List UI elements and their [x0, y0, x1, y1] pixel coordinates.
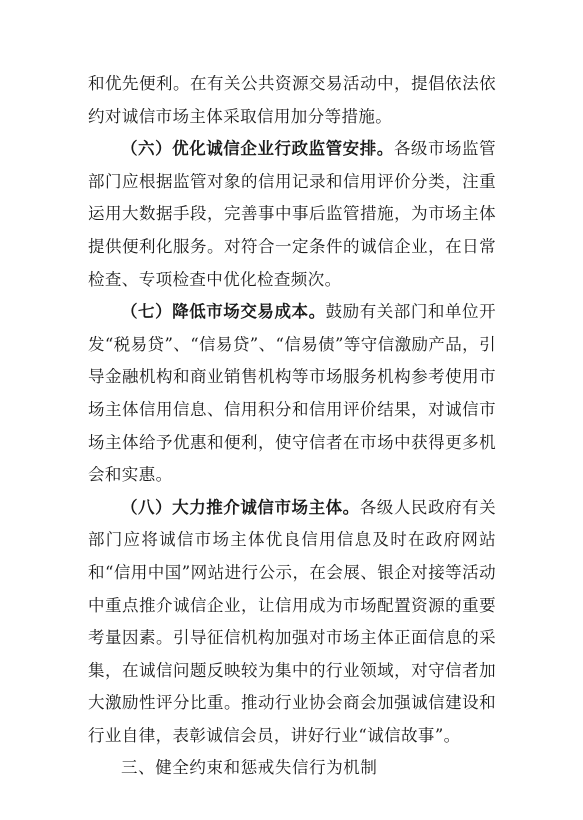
paragraph-body: 各级人民政府有关部门应将诚信市场主体优良信用信息及时在政府网站和“信用中国”网站进行公示，在会展、银企对接等活动中重点推介诚信企业，让信用成为市场配置资源的重要考量因素。引导征信机构加强对市场主体正面信息的采集，在诚信问题反映较为集中的行业领域，对守信者加大激励性评分比重。推动行业协会商会加强诚信建设和行业自律，表彰诚信会员，讲好行业“诚信故事”。 [88, 497, 496, 745]
paragraph-body: 鼓励有关部门和单位开发“税易贷”、“信易贷”、“信易债”等守信激励产品，引导金融机构和商业销售机构等市场服务机构参考使用市场主体信用信息、信用积分和信用评价结果，对诚信市场主体给予优惠和便利，使守信者在市场中获得更多机会和实惠。 [88, 302, 496, 485]
paragraph-continuation [88, 68, 496, 133]
section-heading: 三、健全约束和惩戒失信行为机制 [121, 758, 378, 778]
document-page [88, 68, 496, 785]
paragraph-body: 和优先便利。在有关公共资源交易活动中，提倡依法依约对诚信市场主体采取信用加分等措施。 [88, 74, 496, 126]
paragraph-item-7 [88, 296, 496, 492]
paragraph-item-6 [88, 133, 496, 296]
paragraph-lead: （六）优化诚信企业行政监管安排。 [121, 139, 394, 159]
paragraph-lead: （七）降低市场交易成本。 [121, 302, 326, 322]
paragraph-lead: （八）大力推介诚信市场主体。 [121, 497, 360, 517]
paragraph-item-8 [88, 492, 496, 753]
paragraph-body: 各级市场监管部门应根据监管对象的信用记录和信用评价分类，注重运用大数据手段，完善事中事后监管措施，为市场主体提供便利化服务。对符合一定条件的诚信企业，在日常检查、专项检查中优化检查频次。 [88, 139, 497, 289]
